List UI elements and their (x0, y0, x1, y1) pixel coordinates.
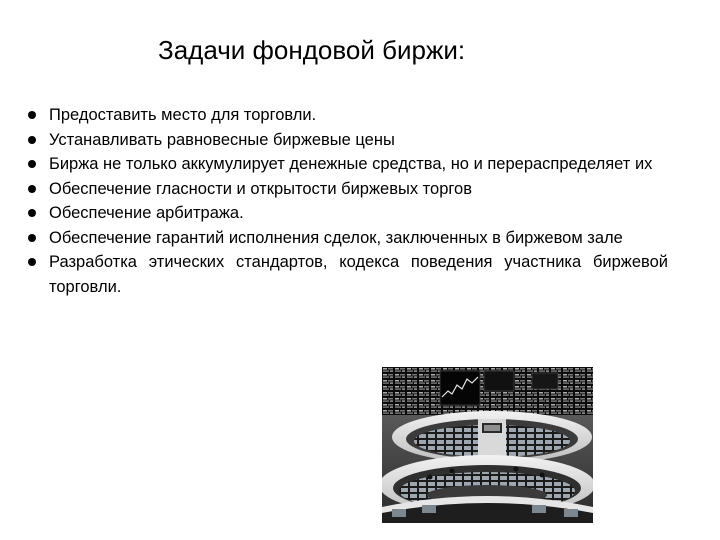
bullet-dot-icon (28, 136, 36, 144)
bullet-dot-icon (28, 160, 36, 168)
bullet-item (28, 103, 668, 128)
bullet-text: Биржа не только аккумулирует денежные средства, но и перераспределяет их (49, 155, 653, 173)
bullet-list (28, 103, 668, 299)
bullet-dot-icon (28, 111, 36, 119)
bullet-text: Обеспечение гарантий исполнения сделок, заключенных в биржевом зале (49, 228, 623, 247)
bullet-text: Устанавливать равновесные биржевые цены (49, 130, 395, 149)
bullet-item (28, 177, 668, 202)
bullet-item (28, 128, 668, 153)
bullet-text: Обеспечение гласности и открытости биржевых торгов (49, 179, 472, 198)
bullet-dot-icon (28, 185, 36, 193)
bullet-text: Разработка этических стандартов, кодекса поведения участника биржевой торговли. (49, 253, 668, 296)
bullet-text: Обеспечение арбитража. (49, 204, 244, 222)
bullet-dot-icon (28, 209, 36, 217)
slide-title: Задачи фондовой биржи: (158, 35, 466, 65)
stock-exchange-trading-floor-photo (382, 367, 593, 523)
bullet-item (28, 226, 668, 251)
bullet-item (28, 250, 668, 299)
bullet-dot-icon (28, 258, 36, 266)
bullet-dot-icon (28, 234, 36, 242)
bullet-item (28, 152, 668, 177)
bullet-text: Предоставить место для торговли. (49, 106, 317, 124)
bullet-item (28, 201, 668, 226)
